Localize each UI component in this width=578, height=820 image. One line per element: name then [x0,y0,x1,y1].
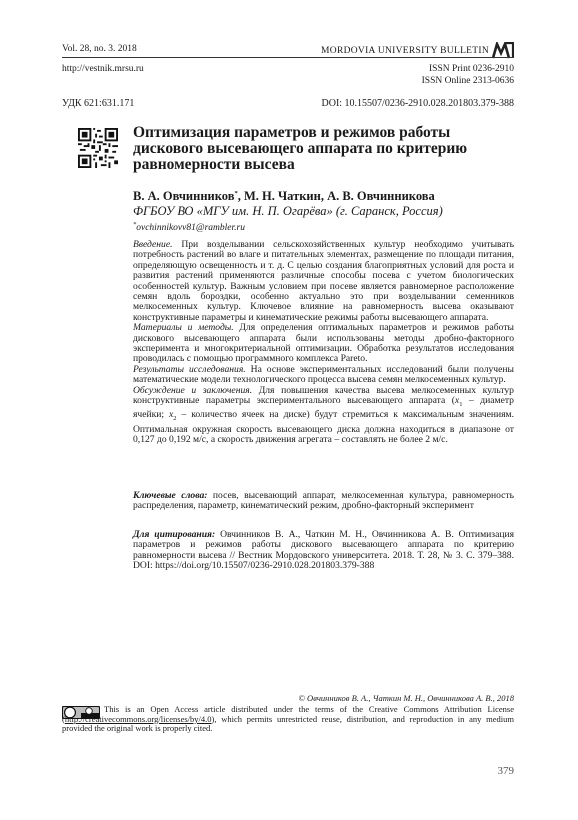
keywords-text: посев, высевающий аппарат, мелкосеменная культура, равномерность распределения, параметр, кинематический режим, дробно-факторный эксперимент [133,490,514,512]
journal-url[interactable]: http://vestnik.mrsu.ru [62,64,144,74]
license-link[interactable]: http://creativecommons.org/licenses/by/4.0 [64,713,212,724]
abstract-methods [133,323,514,365]
doi[interactable]: DOI: 10.15507/0236-2910.028.201803.379-388 [321,98,514,109]
keywords-label: Ключевые слова: [133,490,208,501]
journal-name: MORDOVIA UNIVERSITY BULLETIN [321,45,489,56]
variable-x2: x [169,409,174,421]
keywords [133,491,514,512]
issn-print: ISSN Print 0236-2910 [429,64,514,74]
header-divider [62,57,514,58]
citation-label: Для цитирования: [133,529,216,540]
citation [133,530,514,572]
corresponding-mark: * [234,189,238,197]
author-others: , М. Н. Чаткин, А. В. Овчинникова [237,189,435,203]
results-text: На основе экспериментальных исследований были получены математические модели технологического процесса высева семян мелкосеменных культур. [133,363,514,386]
methods-label: Материалы и методы. [133,322,234,334]
introduction-label: Введение. [133,239,173,250]
variable-x1-subscript: 1 [459,401,463,408]
email-mark: * [133,221,137,228]
contact-email-line [133,221,245,233]
abstract-discussion [133,386,514,446]
contact-email[interactable]: ovchinnikovv81@rambler.ru [136,223,245,234]
abstract-introduction [133,240,514,323]
license-text [62,705,514,734]
introduction-text: При возделывании сельскохозяйственных культур необходимо учитывать потребность растений во влаге и питательных элементах, размещение по площади питания, определяющую освещенность и т. д. С целью создания благоприятных условий для роста и развития растений применяются различные способы посева с учетом биологических особенностей культур. Важным условием при посеве является равномерное расположение семян вдоль бороздки, особенно актуально это при возделывании семенников мелкосеменных культур. Ключевое влияние на равномерность высева оказывают конструктивные параметры и кинематические режимы работы высевающего аппарата. [133,239,514,323]
affiliation: ФГБОУ ВО «МГУ им. Н. П. Огарёва» (г. Саранск, Россия) [133,204,443,218]
discussion-label: Обсуждение и заключения. [133,384,253,396]
page-number: 379 [497,765,514,777]
author-list [133,189,435,204]
license-text-a: This is an Open Access article distributed under the terms of the Creative Commons Attribution License ( [62,704,514,724]
udc-code: УДК 621:631.171 [62,98,135,109]
discussion-text-c: – количество ячеек на диске) будут стремиться к максимальным значениям. Оптимальная окружная скорость высевающего диска должна находиться в диапазоне от 0,127 до 0,192 м/с, а скорость движения агрегата – составлять не более 2 м/с. [133,409,514,446]
variable-x2-subscript: 2 [173,415,177,423]
issn-block [422,64,514,87]
license-text-b: ), which permits unrestricted reuse, distribution, and reproduction in any medium provided the original work is properly cited. [62,713,514,734]
citation-text: Овчинников В. А., Чаткин М. Н., Овчинникова А. В. Оптимизация параметров и режимов работы дискового высевающего аппарата по критерию равномерности высева // Вестник Мордовского университета. 2018. Т. 28, № 3. С. 379–388. DOI: https://doi.org/10.15507/0236-2910.028.201803.379-388 [133,529,515,572]
article-title: Оптимизация параметров и режимов работы дискового высевающего аппарата по критерию равномерности высева [133,124,468,173]
discussion-text-b: – диаметр ячейки; [133,395,514,421]
results-label: Результаты исследования. [133,363,246,375]
issn-online: ISSN Online 2313-0636 [421,75,514,86]
copyright-notice: © Овчинников В. А., Чаткин М. Н., Овчинникова А. В., 2018 [298,693,514,703]
qr-code-icon [78,128,118,168]
abstract-results [133,365,514,386]
author-lead: В. А. Овчинников [133,189,235,203]
abstract [133,240,514,446]
volume-info: Vol. 28, no. 3. 2018 [62,44,137,54]
methods-text: Для определения оптимальных параметров и режимов работы дискового высевающего аппарата были использованы методы дробно-факторного эксперимента и многокритериальной оптимизации. Обработка результатов исследования проводилась с помощью программного комплекса Pareto. [133,322,514,365]
variable-x1: x [454,395,460,407]
discussion-text: Для повышения качества высева мелкосеменных культур конструктивные параметры экспериментального высевающего аппарата ( [133,384,514,407]
